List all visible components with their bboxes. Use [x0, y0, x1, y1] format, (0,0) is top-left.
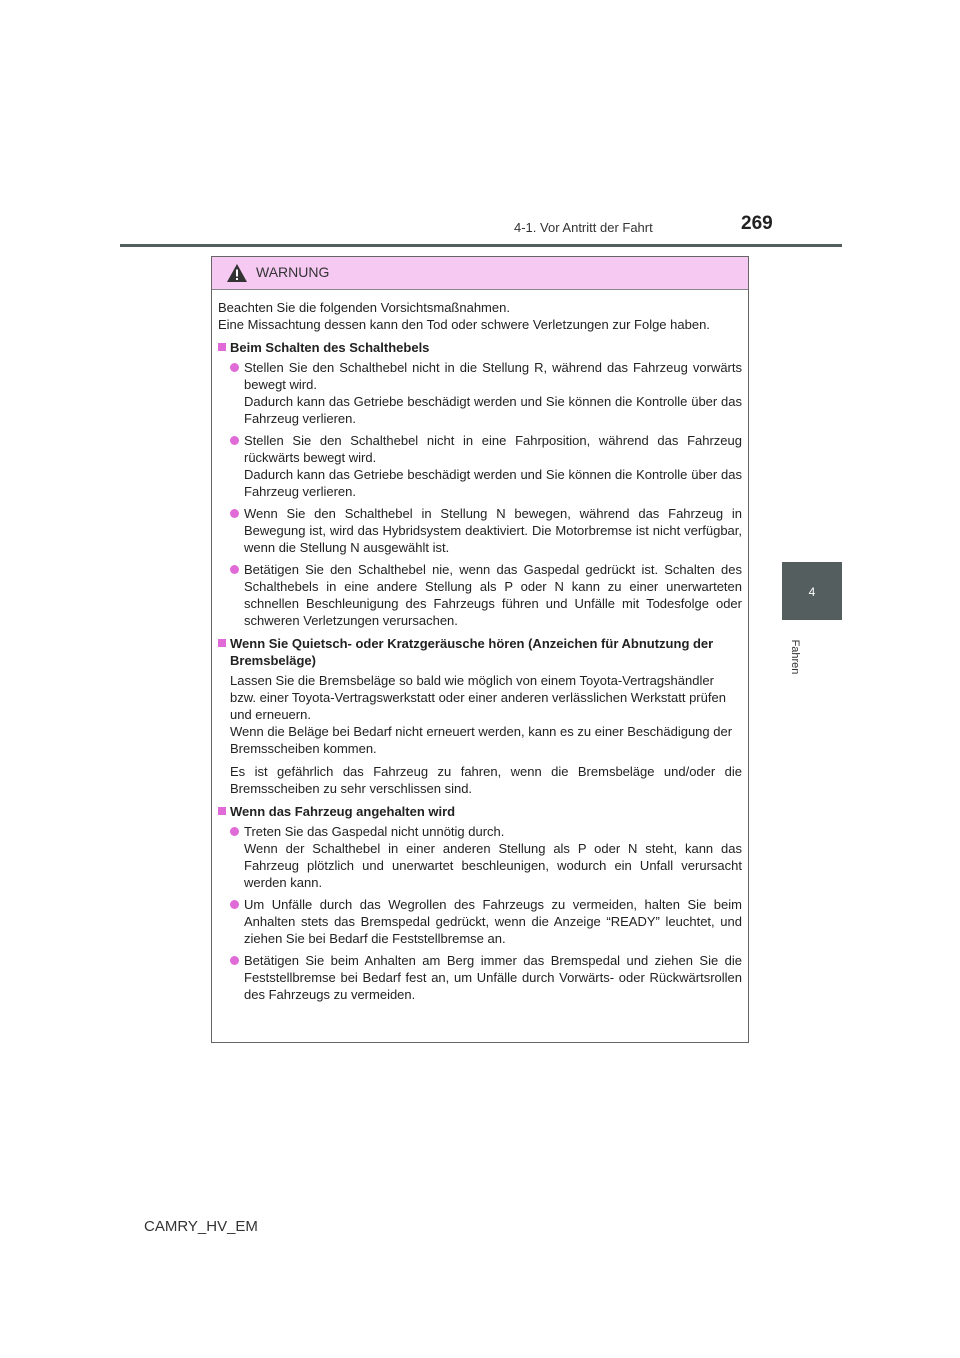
list-item: Betätigen Sie den Schalthebel nie, wenn das Gaspedal gedrückt ist. Schalten des Schalthebels in eine andere Stellung als P oder N kann zu einer unerwarteten schnellen Beschleunigung des Fahrzeugs führen und Unfälle mit Todesfolge oder schweren Verletzungen verursachen.	[218, 561, 742, 629]
chapter-label-text: Fahren	[789, 639, 801, 675]
list-item-text: Stellen Sie den Schalthebel nicht in die Stellung R, während das Fahrzeug vorwärts bewegt wird.	[244, 360, 742, 392]
warning-body	[212, 290, 748, 1003]
warning-triangle-icon	[226, 263, 248, 283]
list-item: Um Unfälle durch das Wegrollen des Fahrzeugs zu vermeiden, halten Sie beim Anhalten stets das Bremspedal gedrückt, wenn die Anzeige “READY” leuchtet, und ziehen Sie bei Bedarf die Feststellbremse an.	[218, 896, 742, 947]
list-item: Wenn Sie den Schalthebel in Stellung N bewegen, während das Fahrzeug in Bewegung ist, wird das Hybridsystem deaktiviert. Die Motorbremse ist nicht verfügbar, wenn die Stellung N ausgewählt ist.	[218, 505, 742, 556]
intro-line: Beachten Sie die folgenden Vorsichtsmaßnahmen.	[218, 300, 510, 315]
list-item: Betätigen Sie beim Anhalten am Berg immer das Bremspedal und ziehen Sie die Feststellbremse bei Bedarf fest an, um Unfälle durch Vorwärts- oder Rückwärtsrollen des Fahrzeugs zu vermeiden.	[218, 952, 742, 1003]
list-item-text: Dadurch kann das Getriebe beschädigt werden und Sie können die Kontrolle über das Fahrzeug verlieren.	[244, 467, 742, 499]
warning-header	[212, 257, 748, 290]
list-item-text: Wenn der Schalthebel in einer anderen Stellung als P oder N steht, kann das Fahrzeug plötzlich und unerwartet beschleunigen, wodurch ein Unfall verursacht werden kann.	[244, 841, 742, 890]
paragraph	[218, 672, 742, 757]
section-title: 4-1. Vor Antritt der Fahrt	[514, 220, 653, 235]
list-item-text: Treten Sie das Gaspedal nicht unnötig durch.	[244, 824, 505, 839]
intro-line: Eine Missachtung dessen kann den Tod oder schwere Verletzungen zur Folge haben.	[218, 317, 710, 332]
chapter-number: 4	[808, 585, 816, 599]
warning-title: WARNUNG	[256, 264, 330, 280]
paragraph-text: Lassen Sie die Bremsbeläge so bald wie möglich von einem Toyota-Vertragshändler bzw. einer Toyota-Vertragswerkstatt oder einer anderen verlässlichen Werkstatt prüfen und erneuern.	[230, 673, 726, 722]
list-item-text: Dadurch kann das Getriebe beschädigt werden und Sie können die Kontrolle über das Fahrzeug verlieren.	[244, 394, 742, 426]
paragraph: Es ist gefährlich das Fahrzeug zu fahren, wenn die Bremsbeläge und/oder die Bremsscheiben zu sehr verschlissen sind.	[230, 764, 742, 796]
list-item	[218, 823, 742, 891]
chapter-tab	[782, 562, 842, 620]
header-rule	[120, 244, 842, 247]
list-item	[218, 432, 742, 500]
paragraph-text: Wenn die Beläge bei Bedarf nicht erneuert werden, kann es zu einer Beschädigung der Bremsscheiben kommen.	[230, 724, 733, 756]
chapter-label	[782, 632, 808, 682]
document-code: CAMRY_HV_EM	[144, 1218, 258, 1235]
warning-intro	[218, 299, 742, 333]
list-item-text: Stellen Sie den Schalthebel nicht in eine Fahrposition, während das Fahrzeug rückwärts bewegt wird.	[244, 433, 742, 465]
section-heading-stopped: Wenn das Fahrzeug angehalten wird	[218, 803, 742, 820]
list-item	[218, 359, 742, 427]
section-heading-brake-noise: Wenn Sie Quietsch- oder Kratzgeräusche hören (Anzeichen für Abnutzung der Bremsbeläge)	[218, 635, 742, 669]
warning-box	[211, 256, 749, 1043]
section-heading-shifting: Beim Schalten des Schalthebels	[218, 339, 742, 356]
page-number: 269	[741, 213, 773, 234]
